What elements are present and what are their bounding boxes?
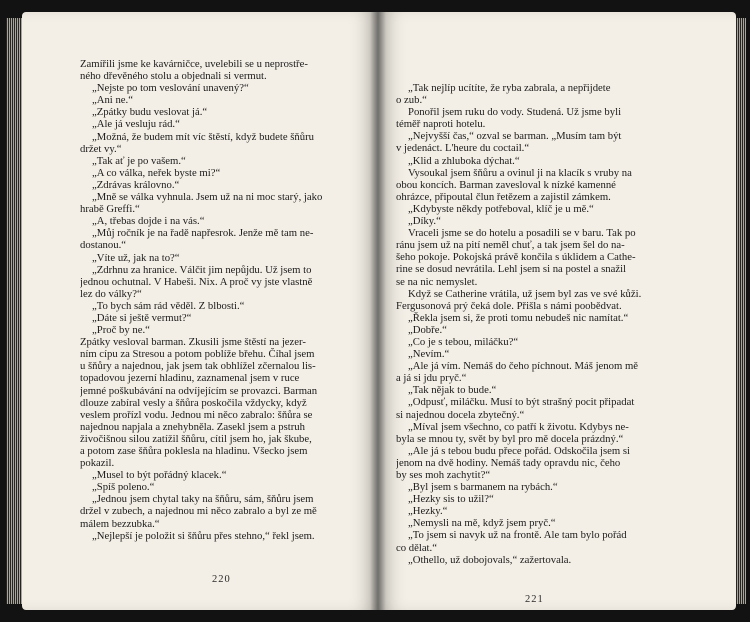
left-page-text: [80, 58, 364, 542]
text-line: se na nic nemyslet.: [396, 275, 478, 288]
text-line: hrabě Greffi.“: [80, 203, 140, 216]
text-line: „Byl jsem s barmanem na rybách.“: [408, 481, 558, 494]
text-line: „Zdrávas královno.“: [92, 178, 180, 191]
text-line: „Mně se válka vyhnula. Jsem už na ni moc starý, jako: [92, 191, 323, 204]
text-line: „Dobře.“: [408, 323, 447, 336]
text-line: ohrázce, připoutal člun řetězem a zajistil zámkem.: [396, 190, 611, 203]
text-line: málem bezzubka.“: [80, 517, 160, 530]
text-line: „Míval jsem všechno, co patří k životu. Kdybys ne-: [408, 420, 629, 433]
right-page-text: [396, 82, 696, 566]
text-line: obou koncích. Barman zavesloval k nízké kamenné: [396, 178, 616, 191]
text-line: rine se dosud nevrátila. Lehl jsem si na postel a snažil: [396, 263, 627, 276]
text-line: pokazil.: [80, 457, 115, 470]
text-line: držet vy.“: [80, 142, 122, 155]
text-line: „Hezky sis to užil?“: [408, 493, 494, 506]
page-edges-left: [6, 18, 22, 604]
text-line: Vraceli jsme se do hotelu a posadili se v baru. Tak po: [408, 227, 636, 240]
text-line: u šňůry a najednou, jak jsem tak obhlížel zčernalou lis-: [80, 360, 316, 373]
text-line: topadovou jezerní hladinu, zaznamenal jsem v ruce: [80, 372, 300, 385]
text-line: „Dáte si ještě vermut?“: [92, 311, 192, 324]
text-line: „Díky.“: [408, 215, 441, 228]
text-line: „Možná, že budem mít víc štěstí, když budete šňůru: [92, 130, 315, 143]
text-line: Zamířili jsme ke kavárničce, uvelebili se u neprostře-: [80, 58, 308, 70]
text-line: „A, třebas dojde i na vás.“: [92, 215, 205, 228]
text-line: byla se mnou ty, svět by byl pro mě docela prázdný.“: [396, 432, 624, 445]
text-line: živočišnou silou zatížil šňůru, cítil jsem ho, jak škube,: [80, 432, 312, 445]
text-line: lez do války?“: [80, 287, 142, 300]
book-gutter: [370, 12, 386, 610]
text-line: „Jednou jsem chytal taky na šňůru, sám, šňůru jsem: [92, 493, 314, 506]
right-page-number: 221: [525, 594, 544, 605]
text-line: ránu jsem už na pití neměl chuť, a tak jsem šel do na-: [396, 239, 625, 252]
text-line: Vysoukal jsem šňůru a ovinul ji na klacík s vruby na: [408, 166, 632, 179]
text-line: dostanou.“: [80, 239, 127, 252]
text-line: šeho pokoje. Pokojská právě končila s úklidem a Cathe-: [396, 251, 636, 264]
text-line: „Řekla jsem si, že proti tomu nebudeš nic namítat.“: [408, 311, 629, 324]
text-line: „Klid a zhluboka dýchat.“: [408, 154, 520, 167]
text-line: Ponořil jsem ruku do vody. Studená. Už jsme byli: [408, 106, 622, 119]
text-line: v jedenáct. L'heure du coctail.“: [396, 142, 530, 155]
text-line: jemné poškubávání na odvíjejícím se provazci. Barman: [80, 384, 318, 397]
text-line: „Můj ročník je na řadě napřesrok. Jenže mě tam ne-: [92, 227, 314, 240]
text-line: „Tak ať je po vašem.“: [92, 154, 186, 167]
text-line: „Tak nejlíp ucítíte, že ryba zabrala, a nepřijdete: [408, 82, 611, 94]
text-line: „Proč by ne.“: [92, 324, 150, 337]
text-line: „Nevím.“: [408, 348, 450, 361]
text-line: o zub.“: [396, 94, 427, 107]
text-line: „Musel to být pořádný klacek.“: [92, 469, 227, 482]
text-line: „Víte už, jak na to?“: [92, 251, 180, 264]
text-line: „Nejlepší je položit si šňůru přes stehno,“ řekl jsem.: [92, 529, 315, 542]
text-line: téměř naproti hotelu.: [396, 118, 486, 131]
text-line: co dělat.“: [396, 541, 437, 554]
right-page: [378, 12, 736, 610]
text-line: „Tak nějak to bude.“: [408, 384, 497, 397]
text-line: Zpátky vesloval barman. Zkusili jsme štěstí na jezer-: [80, 336, 306, 349]
text-line: „Nejvyšší čas,“ ozval se barman. „Musím tam být: [408, 130, 622, 143]
text-line: a potom zase šňůra poklesla na hladinu. Všecko jsem: [80, 445, 308, 457]
text-line: si najednou docela zbytečný.“: [396, 408, 525, 421]
text-line: „Hezky.“: [408, 505, 448, 518]
text-line: by ses moh zachytit?“: [396, 469, 491, 481]
text-line: Když se Catherine vrátila, už jsem byl zas ve své kůži.: [408, 287, 642, 300]
text-line: Fergusonová prý čeká dole. Přišla s námi poobědvat.: [396, 299, 622, 312]
text-line: „Zdrhnu za hranice. Válčit jim nepůjdu. Už jsem to: [92, 263, 312, 276]
left-page: [22, 12, 378, 610]
text-line: „Ani ne.“: [92, 94, 133, 107]
text-line: „Co je s tebou, miláčku?“: [408, 335, 519, 348]
text-line: „Nemysli na mě, když jsem pryč.“: [408, 517, 556, 530]
text-line: „Odpusť, miláčku. Musí to být strašný pocit připadat: [408, 396, 635, 409]
text-line: „Ale já vím. Nemáš do čeho píchnout. Máš jenom mě: [408, 360, 639, 373]
text-line: ného dřevěného stolu a objednali si vermut.: [80, 70, 267, 83]
text-line: „To jsem si navyk už na frontě. Ale tam bylo pořád: [408, 529, 627, 542]
text-line: držel v zubech, a najednou mi něco zabralo a byl ze mě: [80, 505, 317, 518]
text-line: „Ale já s tebou budu přece pořád. Odskočila jsem si: [408, 444, 631, 457]
text-line: „Kdybyste někdy potřeboval, klíč je u mě.“: [408, 202, 594, 215]
text-line: veslem prořízl vodu. Jednou mi něco zabralo: šňůra se: [80, 408, 313, 421]
text-line: „A co válka, neřek byste mi?“: [92, 166, 221, 179]
text-line: a já si jdu pryč.“: [396, 372, 467, 385]
text-line: „Othello, už dobojovals,“ zažertovala.: [408, 553, 572, 566]
text-line: jednou ochutnal. V Habeši. Nix. A proč vy jste vlastně: [80, 275, 313, 288]
text-line: „Ale já vesluju rád.“: [92, 118, 180, 131]
text-line: jenom na dvě hodiny. Nemáš tady opravdu nic, čeho: [396, 456, 621, 469]
text-line: „Nejste po tom veslování unavený?“: [92, 82, 249, 95]
text-line: najednou napjala a znehybněla. Zasekl jsem a pstruh: [80, 420, 305, 433]
text-line: „Spíš poleno.“: [92, 481, 155, 494]
text-line: „To bych sám rád věděl. Z blbosti.“: [92, 299, 245, 312]
left-page-number: 220: [212, 574, 231, 585]
text-line: dlouze zabíral vesly a šňůra poskočila vždycky, když: [80, 396, 307, 409]
text-line: ním cípu za Stresou a potom poblíže břehu. Číhal jsem: [80, 348, 315, 361]
text-line: „Zpátky budu veslovat já.“: [92, 106, 208, 119]
page-edges-right: [736, 18, 746, 604]
